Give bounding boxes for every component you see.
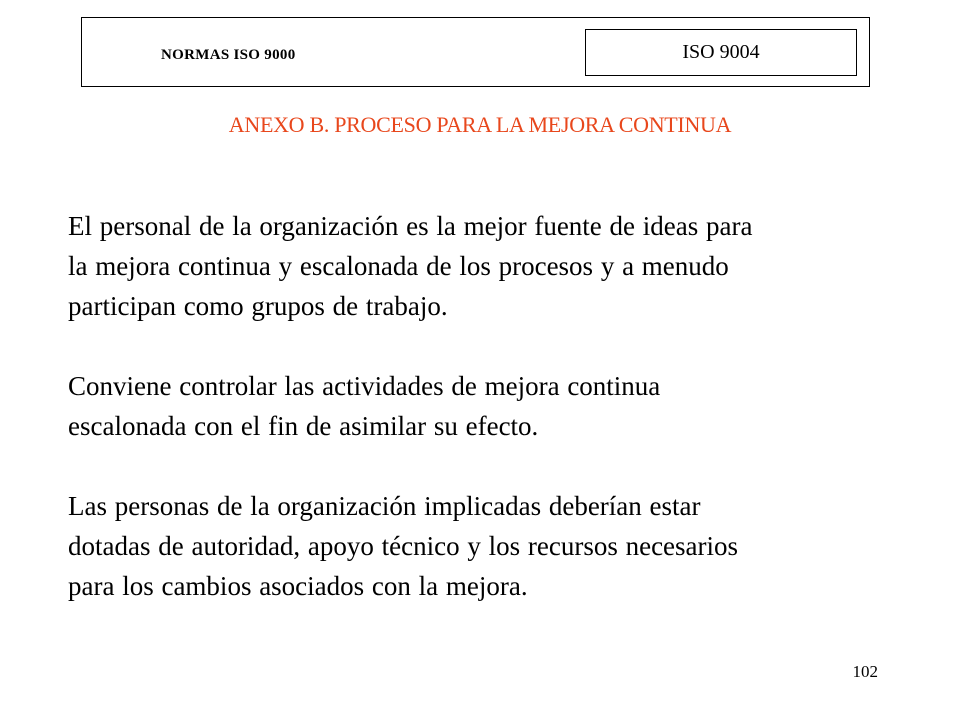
- paragraph-line: participan como grupos de trabajo.: [68, 291, 448, 321]
- paragraph-line: Las personas de la organización implicadas deberían estar: [68, 491, 701, 521]
- paragraph-2: [68, 366, 898, 446]
- paragraph-line: para los cambios asociados con la mejora.: [68, 571, 528, 601]
- page-number: 102: [852, 662, 878, 681]
- paragraph-line: dotadas de autoridad, apoyo técnico y los recursos necesarios: [68, 531, 739, 561]
- paragraph-line: escalonada con el fin de asimilar su efecto.: [68, 411, 539, 441]
- body-text: [68, 206, 898, 606]
- section-subtitle: ANEXO B. PROCESO PARA LA MEJORA CONTINUA: [228, 112, 732, 137]
- header-title-normas: NORMAS ISO 9000: [161, 47, 296, 63]
- header-box: [81, 17, 870, 87]
- header-title-iso: ISO 9004: [585, 29, 857, 76]
- paragraph-line: El personal de la organización es la mejor fuente de ideas para: [68, 211, 753, 241]
- paragraph-line: la mejora continua y escalonada de los procesos y a menudo: [68, 251, 729, 281]
- paragraph-3: [68, 486, 898, 606]
- paragraph-line: Conviene controlar las actividades de mejora continua: [68, 371, 661, 401]
- paragraph-1: [68, 206, 898, 326]
